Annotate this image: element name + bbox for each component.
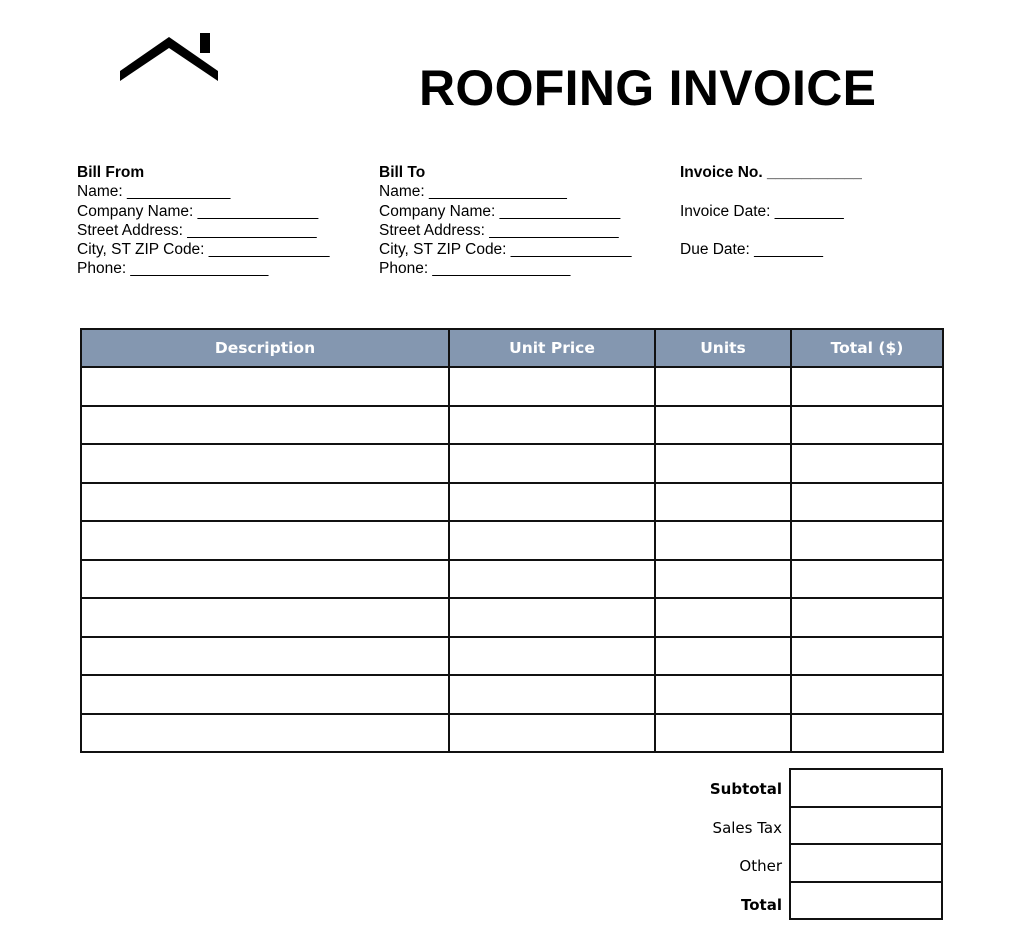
total-cell[interactable] bbox=[791, 367, 943, 406]
invoice-info-section bbox=[680, 163, 862, 279]
description-cell[interactable] bbox=[81, 483, 449, 522]
bill-from-street-field[interactable]: Street Address: _______________ bbox=[77, 221, 317, 239]
table-row bbox=[81, 444, 943, 483]
units-cell[interactable] bbox=[655, 444, 791, 483]
invoice-number-field[interactable]: Invoice No. ___________ bbox=[680, 164, 862, 181]
description-cell[interactable] bbox=[81, 367, 449, 406]
table-row bbox=[81, 406, 943, 445]
total-cell[interactable] bbox=[791, 560, 943, 599]
subtotal-label: Subtotal bbox=[709, 780, 782, 798]
bill-to-heading: Bill To bbox=[379, 164, 426, 181]
totals-table bbox=[789, 768, 943, 920]
bill-to-name-field[interactable]: Name: ________________ bbox=[379, 183, 567, 201]
bill-from-heading: Bill From bbox=[77, 164, 145, 181]
unit-price-cell[interactable] bbox=[449, 521, 655, 560]
total-cell[interactable] bbox=[791, 444, 943, 483]
table-row bbox=[81, 675, 943, 714]
totals-labels bbox=[600, 770, 782, 925]
unit-price-cell[interactable] bbox=[449, 444, 655, 483]
table-header-row bbox=[81, 329, 943, 367]
units-cell[interactable] bbox=[655, 406, 791, 445]
unit-price-cell[interactable] bbox=[449, 637, 655, 676]
table-row bbox=[81, 637, 943, 676]
table-row bbox=[81, 560, 943, 599]
other-label: Other bbox=[739, 857, 782, 876]
table-row bbox=[81, 521, 943, 560]
description-cell[interactable] bbox=[81, 521, 449, 560]
line-items-table bbox=[80, 328, 944, 753]
total-cell[interactable] bbox=[791, 598, 943, 637]
units-cell[interactable] bbox=[655, 598, 791, 637]
table-row bbox=[81, 598, 943, 637]
description-cell[interactable] bbox=[81, 675, 449, 714]
unit-price-cell[interactable] bbox=[449, 483, 655, 522]
column-header-total: Total ($) bbox=[791, 329, 943, 367]
sales-tax-label: Sales Tax bbox=[712, 818, 782, 837]
unit-price-cell[interactable] bbox=[449, 714, 655, 753]
units-cell[interactable] bbox=[655, 483, 791, 522]
unit-price-cell[interactable] bbox=[449, 367, 655, 406]
column-header-description: Description bbox=[81, 329, 449, 367]
bill-from-city-field[interactable]: City, ST ZIP Code: ______________ bbox=[77, 241, 330, 259]
invoice-title: ROOFING INVOICE bbox=[419, 60, 877, 116]
units-cell[interactable] bbox=[655, 675, 791, 714]
bill-from-section bbox=[77, 163, 329, 279]
bill-to-street-field[interactable]: Street Address: _______________ bbox=[379, 221, 619, 239]
total-cell[interactable] bbox=[791, 714, 943, 753]
total-label: Total bbox=[741, 896, 782, 915]
bill-to-phone-field[interactable]: Phone: ________________ bbox=[379, 260, 571, 278]
total-cell[interactable] bbox=[791, 637, 943, 676]
bill-to-company-field[interactable]: Company Name: ______________ bbox=[379, 202, 621, 220]
invoice-date-field[interactable]: Invoice Date: ________ bbox=[680, 202, 844, 220]
description-cell[interactable] bbox=[81, 714, 449, 753]
bill-from-company-field[interactable]: Company Name: ______________ bbox=[77, 202, 319, 220]
units-cell[interactable] bbox=[655, 367, 791, 406]
description-cell[interactable] bbox=[81, 560, 449, 599]
total-cell[interactable] bbox=[790, 882, 942, 920]
units-cell[interactable] bbox=[655, 637, 791, 676]
bill-from-phone-field[interactable]: Phone: ________________ bbox=[77, 260, 269, 278]
description-cell[interactable] bbox=[81, 444, 449, 483]
unit-price-cell[interactable] bbox=[449, 560, 655, 599]
total-cell[interactable] bbox=[791, 675, 943, 714]
table-row bbox=[81, 367, 943, 406]
bill-to-section bbox=[379, 163, 631, 279]
subtotal-cell[interactable] bbox=[790, 769, 942, 807]
column-header-units: Units bbox=[655, 329, 791, 367]
units-cell[interactable] bbox=[655, 560, 791, 599]
units-cell[interactable] bbox=[655, 521, 791, 560]
bill-to-city-field[interactable]: City, ST ZIP Code: ______________ bbox=[379, 241, 632, 259]
total-cell[interactable] bbox=[791, 483, 943, 522]
other-cell[interactable] bbox=[790, 844, 942, 882]
sales-tax-cell[interactable] bbox=[790, 807, 942, 845]
due-date-field[interactable]: Due Date: ________ bbox=[680, 241, 824, 259]
description-cell[interactable] bbox=[81, 406, 449, 445]
column-header-unit-price: Unit Price bbox=[449, 329, 655, 367]
units-cell[interactable] bbox=[655, 714, 791, 753]
total-cell[interactable] bbox=[791, 521, 943, 560]
unit-price-cell[interactable] bbox=[449, 598, 655, 637]
bill-from-name-field[interactable]: Name: ____________ bbox=[77, 183, 231, 201]
roof-house-icon bbox=[118, 33, 220, 85]
unit-price-cell[interactable] bbox=[449, 675, 655, 714]
description-cell[interactable] bbox=[81, 598, 449, 637]
table-row bbox=[81, 483, 943, 522]
unit-price-cell[interactable] bbox=[449, 406, 655, 445]
description-cell[interactable] bbox=[81, 637, 449, 676]
table-row bbox=[81, 714, 943, 753]
total-cell[interactable] bbox=[791, 406, 943, 445]
